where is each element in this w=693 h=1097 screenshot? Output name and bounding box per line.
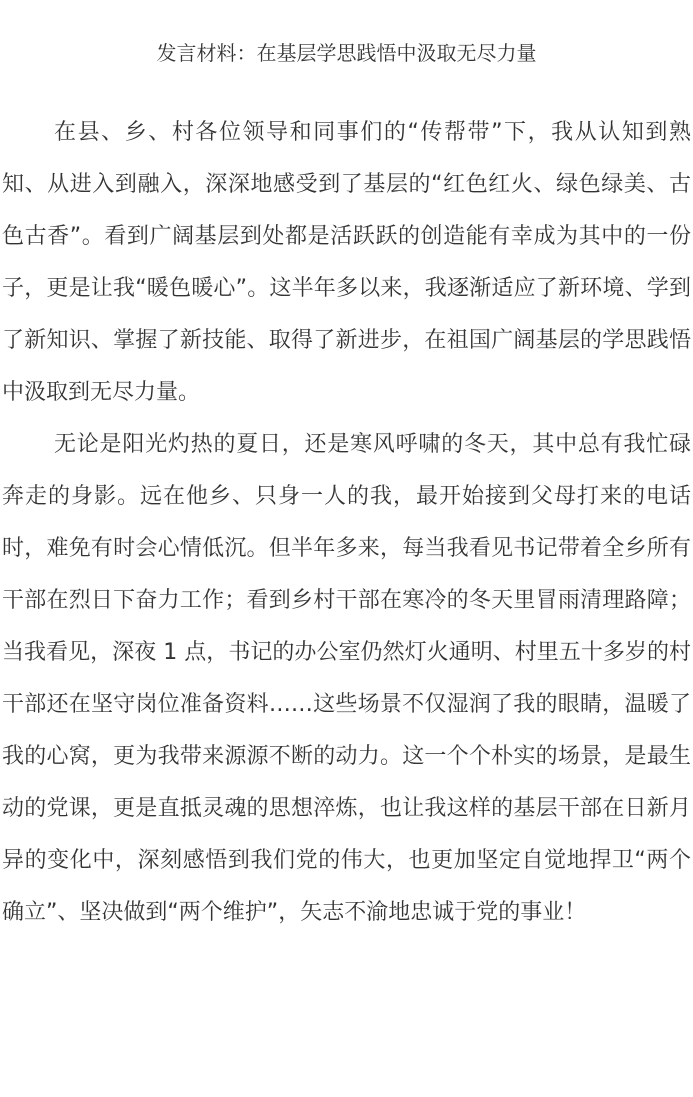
article-body (0, 107, 693, 939)
paragraph-2: 无论是阳光灼热的夏日，还是寒风呼啸的冬天，其中总有我忙碌奔走的身影。远在他乡、只身一人的我，最开始接到父母打来的电话时，难免有时会心情低沉。但半年多来，每当我看见书记带着全乡所有干部在烈日下奋力工作；看到乡村干部在寒冷的冬天里冒雨清理路障；当我看见，深夜 1 点，书记的办公室仍然灯火通明、村里五十多岁的村干部还在坚守岗位准备资料……这些场景不仅湿润了我的眼睛，温暖了我的心窝，更为我带来源源不断的动力。这一个个朴实的场景，是最生动的党课，更是直抵灵魂的思想淬炼，也让我这样的基层干部在日新月异的变化中，深刻感悟到我们党的伟大，也更加坚定自觉地捍卫“两个确立”、坚决做到“两个维护”，矢志不渝地忠诚于党的事业！ (2, 432, 691, 925)
paragraph-1: 在县、乡、村各位领导和同事们的“传帮带”下，我从认知到熟知、从进入到融入，深深地感受到了基层的“红色红火、绿色绿美、古色古香”。看到广阔基层到处都是活跃跃的创造能有幸成为其中的一份子，更是让我“暖色暖心”。这半年多以来，我逐渐适应了新环境、学到了新知识、掌握了新技能、取得了新进步，在祖国广阔基层的学思践悟中汲取到无尽力量。 (2, 120, 691, 405)
article-title: 发言材料：在基层学思践悟中汲取无尽力量 (156, 41, 537, 65)
